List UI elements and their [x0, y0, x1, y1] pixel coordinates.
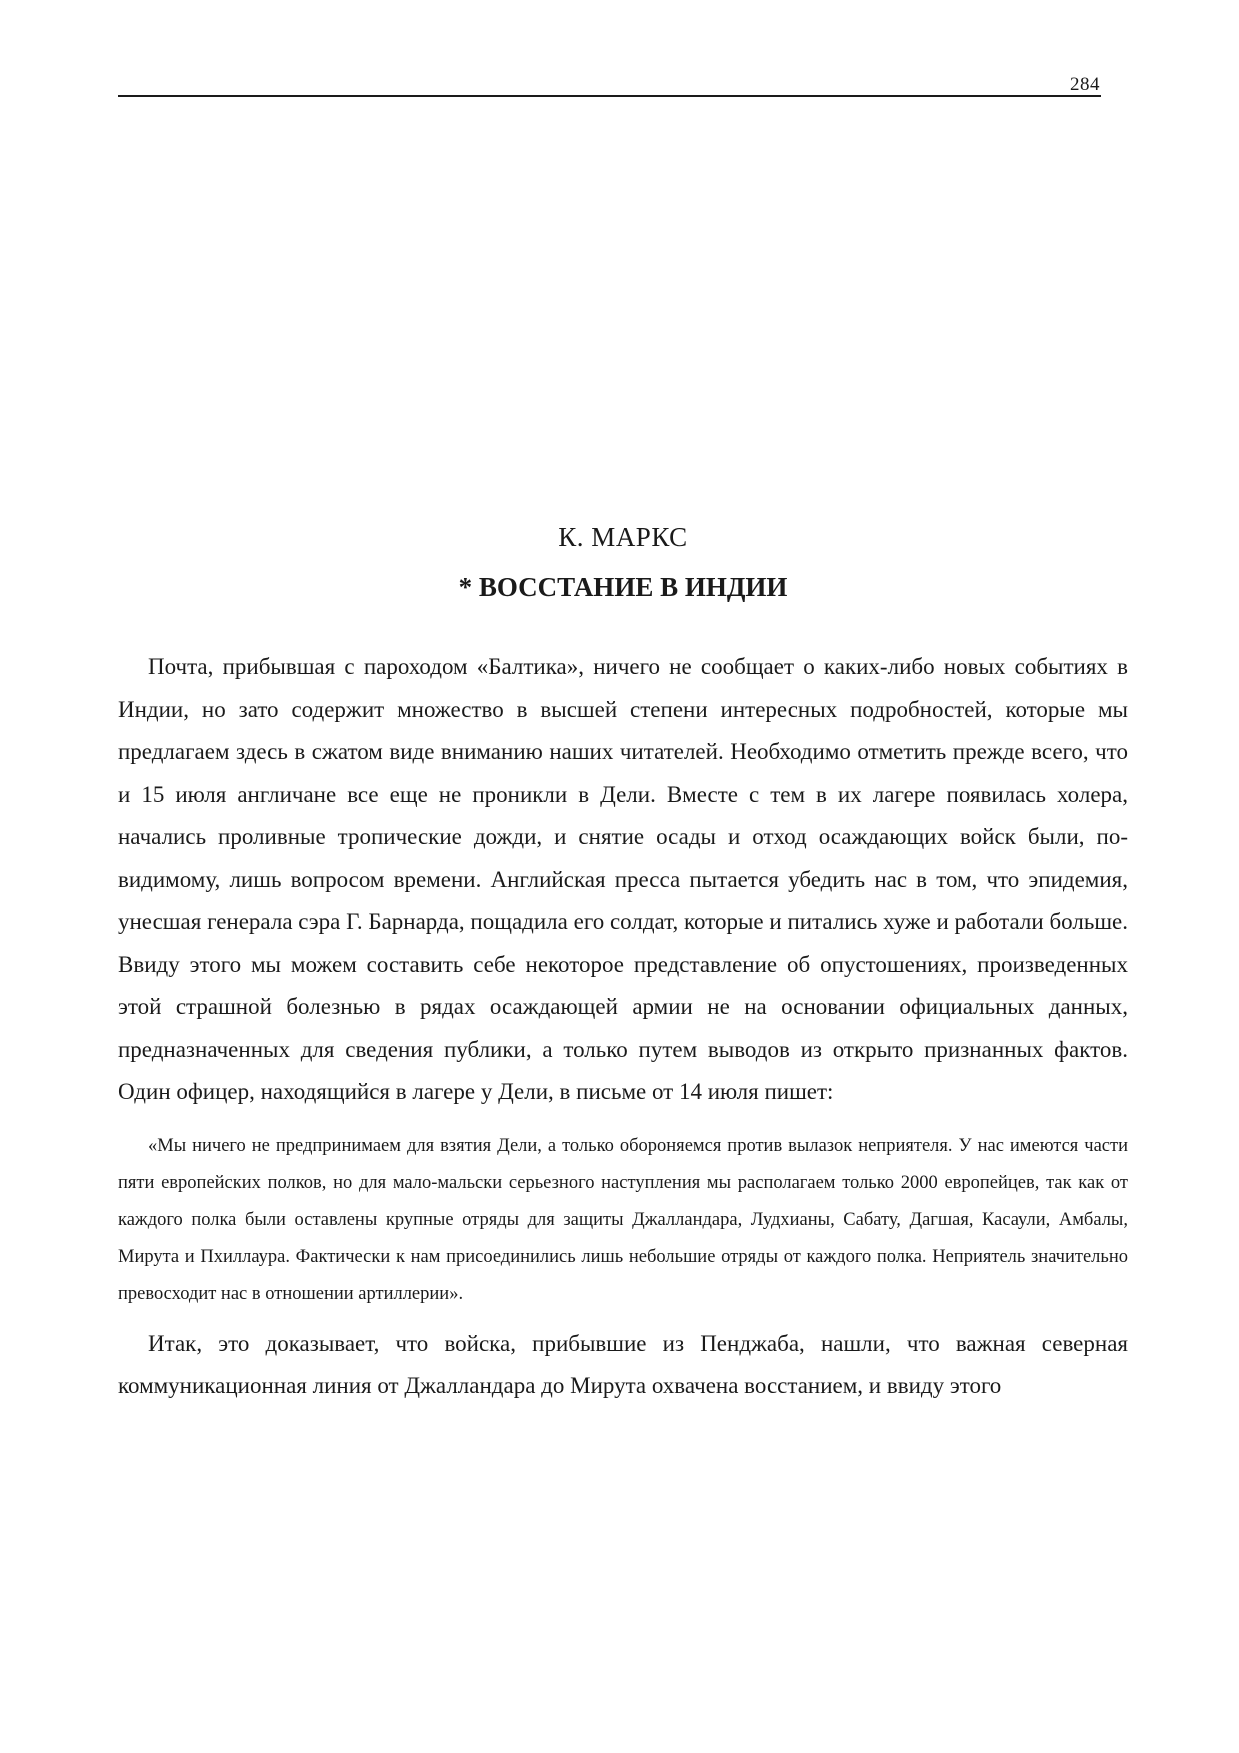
quoted-letter: «Мы ничего не предпринимаем для взятия Дели, а только обороняемся против вылазок неприятеля. У нас имеются части пяти европейских полков, но для мало-мальски серьезного наступления мы располагаем только 2000 европейцев, так как от каждого полка были оставлены крупные отряды для защиты Джаллaндара, Лудхианы, Сабату, Дагшая, Касаули, Амбалы, Мирута и Пхиллаура. Фактически к нам присоединились лишь небольшие отряды от каждого полка. Неприятель значительно превосходит нас в отношении артиллерии».: [118, 1135, 1128, 1304]
paragraph-1: Почта, прибывшая с пароходом «Балтика», ничего не сообщает о каких-либо новых событиях в Индии, но зато содержит множество в высшей степени интересных подробностей, которые мы предлагаем здесь в сжатом виде вниманию наших читателей. Необходимо отметить прежде всего, что и 15 июля англичане все еще не проникли в Дели. Вместе с тем в их лагере появилась холера, начались проливные тропические дожди, и снятие осады и отход осаждающих войск были, по-видимому, лишь вопросом времени. Английская пресса пытается убедить нас в том, что эпидемия, унесшая генерала сэра Г. Барнарда, пощадила его солдат, которые и питались хуже и работали больше. Ввиду этого мы можем составить себе некоторое представление об опустошениях, произведенных этой страшной болезнью в рядах осаждающей армии не на основании официальных данных, предназначенных для сведения публики, а только путем выводов из открыто признанных фактов. Один офицер, находящийся в лагере у Дели, в письме от 14 июля пишет:: [118, 654, 1128, 1104]
article-body: [118, 646, 1128, 1408]
header-rule: [118, 95, 1101, 97]
paragraph-2: Итак, это доказывает, что войска, прибывшие из Пенджаба, нашли, что важная северная коммуникационная линия от Джаллaндара до Мирута охвачена восстанием, и ввиду этого: [118, 1330, 1128, 1398]
article-title: * ВОССТАНИЕ В ИНДИИ: [458, 572, 788, 602]
page-number: 284: [1070, 74, 1100, 95]
article-author: К. МАРКС: [558, 522, 688, 552]
